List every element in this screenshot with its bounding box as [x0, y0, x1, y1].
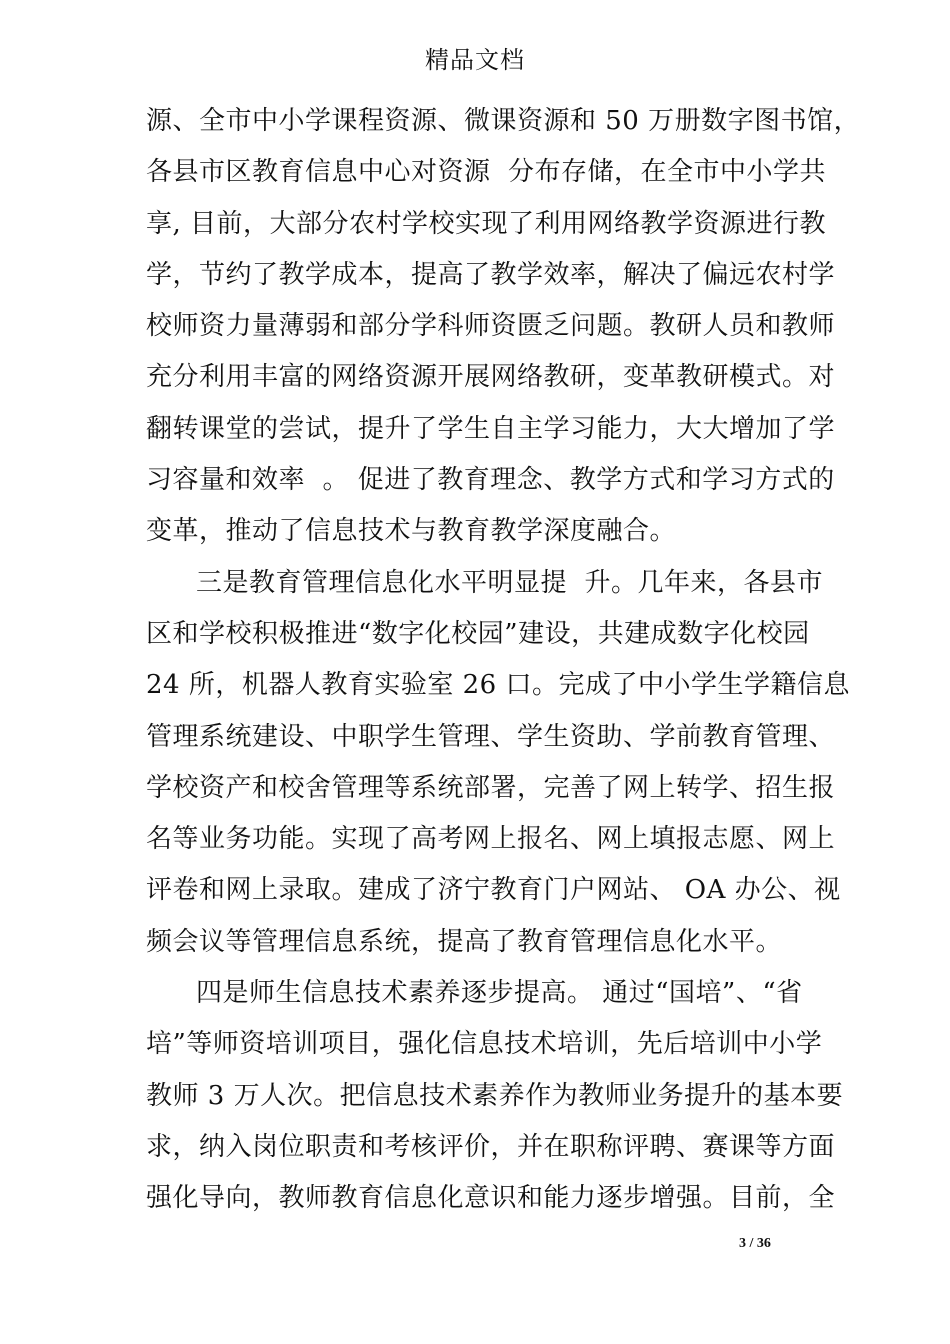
paragraph-first-line: 四是师生信息技术素养逐步提高。 通过“国培”、“省 — [196, 978, 803, 1009]
paragraph-line: 强化导向，教师教育信息化意识和能力逐步增强。目前，全 — [146, 1183, 836, 1214]
paragraph-line: 求，纳入岗位职责和考核评价，并在职称评聘、赛课等方面 — [146, 1131, 836, 1162]
paragraph-line: 学校资产和校舍管理等系统部署，完善了网上转学、招生报 — [146, 772, 836, 803]
paragraph-line: 校师资力量薄弱和部分学科师资匮乏问题。教研人员和教师 — [146, 311, 836, 342]
paragraph-line: 充分利用丰富的网络资源开展网络教研，变革教研模式。对 — [146, 362, 836, 393]
page-header-title: 精品文档 — [425, 46, 525, 74]
paragraph-line: 学，节约了教学成本，提高了教学效率，解决了偏远农村学 — [146, 259, 836, 290]
paragraph-line: 24 所，机器人教育实验室 26 口。完成了中小学生学籍信息 — [146, 670, 850, 701]
paragraph-line: 培”等师资培训项目，强化信息技术培训，先后培训中小学 — [146, 1029, 823, 1060]
paragraph-line: 频会议等管理信息系统，提高了教育管理信息化水平。 — [146, 926, 783, 957]
paragraph-line: 享, 目前，大部分农村学校实现了利用网络教学资源进行教 — [146, 208, 827, 239]
paragraph-line: 评卷和网上录取。建成了济宁教育门户网站、 OA 办公、视 — [146, 875, 841, 906]
paragraph-line: 区和学校积极推进“数字化校园”建设，共建成数字化校园 — [146, 618, 810, 649]
paragraph-line: 教师 3 万人次。把信息技术素养作为教师业务提升的基本要 — [146, 1080, 844, 1111]
paragraph-line: 各县市区教育信息中心对资源 分布存储，在全市中小学共 — [146, 157, 827, 188]
page-number: 3 / 36 — [739, 1236, 771, 1251]
paragraph-line: 名等业务功能。实现了高考网上报名、网上填报志愿、网上 — [146, 824, 836, 855]
paragraph-line: 变革，推动了信息技术与教育教学深度融合。 — [146, 516, 677, 547]
paragraph-line: 源、全市中小学课程资源、微课资源和 50 万册数字图书馆， — [146, 106, 861, 136]
paragraph-line: 习容量和效率 。 促进了教育理念、教学方式和学习方式的 — [146, 465, 835, 496]
paragraph-line: 管理系统建设、中职学生管理、学生资助、学前教育管理、 — [146, 721, 836, 752]
body-text — [146, 96, 861, 1225]
paragraph-first-line: 三是教育管理信息化水平明显提 升。几年来，各县市 — [196, 567, 824, 598]
paragraph-line: 翻转课堂的尝试，提升了学生自主学习能力，大大增加了学 — [146, 413, 836, 444]
